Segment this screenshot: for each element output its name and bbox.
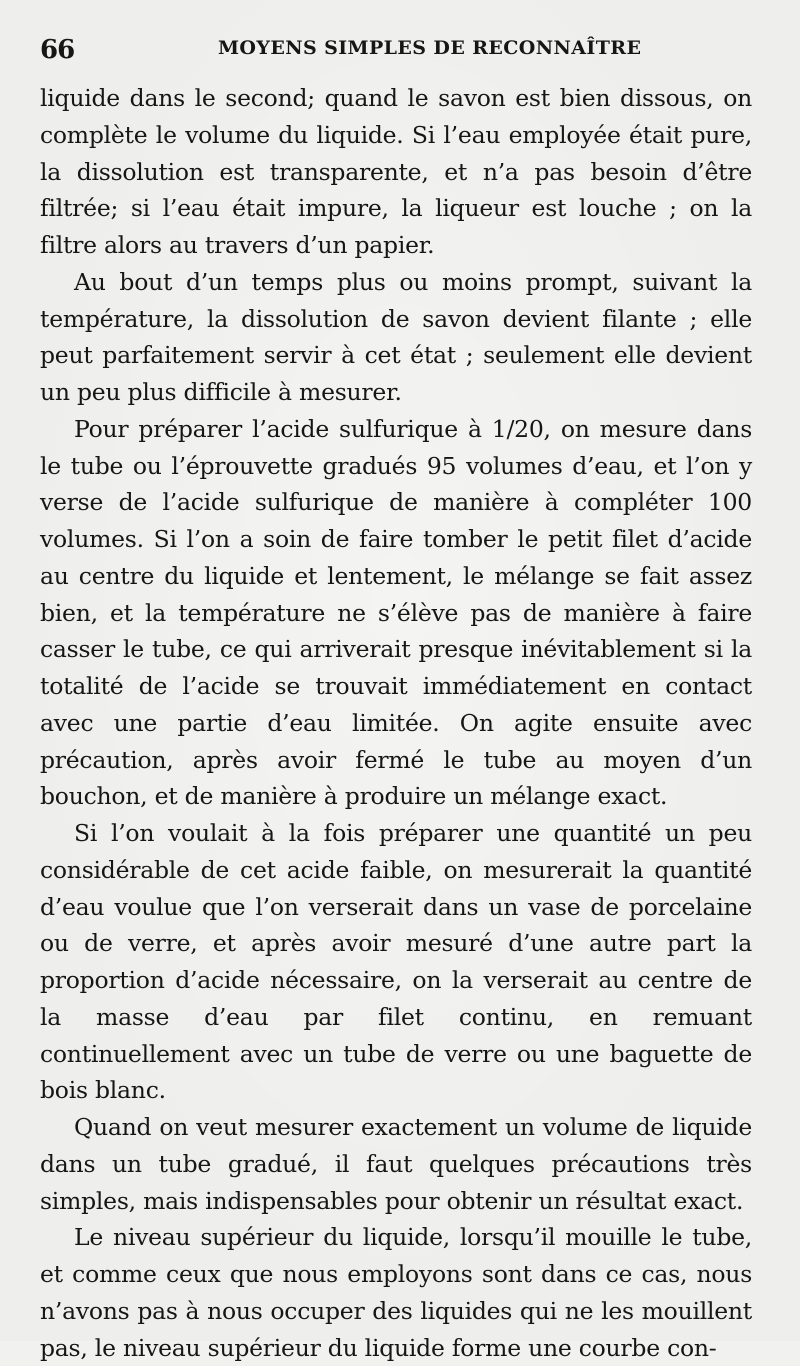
page-header xyxy=(40,35,760,65)
paragraph-measuring-volume: Quand on veut mesurer exactement un volume de liquide dans un tube gradué, il faut quelques précautions très simples, mais indispensables pour obtenir un résultat exact. xyxy=(40,1113,752,1215)
page-number: 66 xyxy=(40,35,75,65)
body-text xyxy=(40,80,752,1366)
running-title: MOYENS SIMPLES DE RECONNAÎTRE xyxy=(218,37,642,59)
paragraph-large-quantity: Si l’on voulait à la fois préparer une quantité un peu considérable de cet acide faible, on mesurerait la quantité d’eau voulue que l’on verserait dans un vase de porcelaine ou de verre, et après avoir mesuré d’une autre part la proportion d’acide nécessaire, on la verserait au centre de la masse d’eau par filet continu, en remuant continuellement avec un tube de verre ou une baguette de bois blanc. xyxy=(40,819,752,1105)
paragraph-sulfuric-acid: Pour préparer l’acide sulfurique à 1/20, on mesure dans le tube ou l’éprouvette gradués 95 volumes d’eau, et l’on y verse de l’acide sulfurique de manière à compléter 100 volumes. Si l’on a soin de faire tomber le petit filet d’acide au centre du liquide et lentement, le mélange se fait assez bien, et la température ne s’élève pas de manière à faire casser le tube, ce qui arriverait presque inévitablement si la totalité de l’acide se trouvait immédiatement en contact avec une partie d’eau limitée. On agite ensuite avec précaution, après avoir fermé le tube au moyen d’un bouchon, et de manière à produire un mélange exact. xyxy=(40,414,752,811)
paragraph-soap-solution: Au bout d’un temps plus ou moins prompt, suivant la température, la dissolution de savon devient filante ; elle peut parfaitement servir à cet état ; seulement elle devient un peu plus difficile à mesurer. xyxy=(40,267,752,406)
paragraph-liquid-level: Le niveau supérieur du liquide, lorsqu’il mouille le tube, et comme ceux que nous employons sont dans ce cas, nous n’avons pas à nous occuper des liquides qui ne les mouillent pas, le niveau supérieur du liquide forme une courbe con- xyxy=(40,1223,752,1362)
paragraph-continued: liquide dans le second; quand le savon est bien dissous, on complète le volume du liquide. Si l’eau employée était pure, la dissolution est transparente, et n’a pas besoin d’être filtrée; si l’eau était impure, la liqueur est louche ; on la filtre alors au travers d’un papier. xyxy=(40,84,752,259)
